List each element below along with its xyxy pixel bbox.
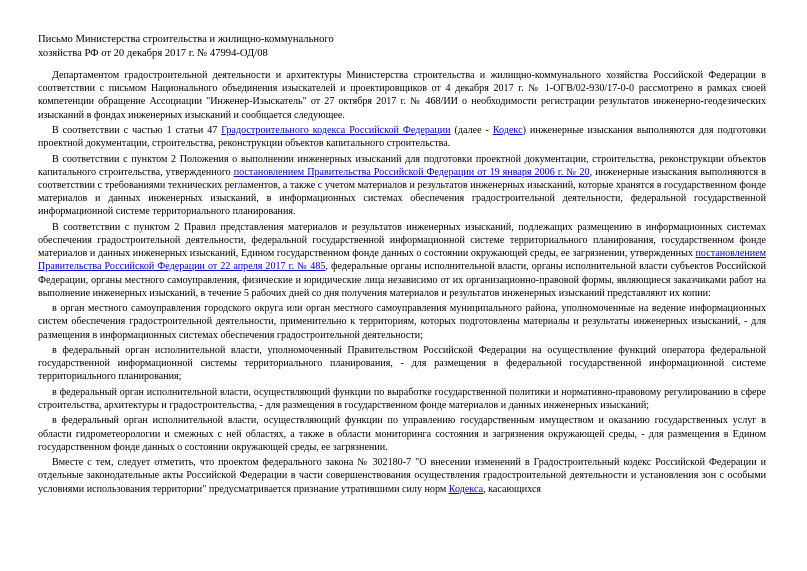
paragraph-2-text-c: ) инженерные изыскания выполняются для подготовки проектной документации, строительства, реконструкции объектов капитального строительства.	[38, 125, 766, 150]
paragraph-2-text-a: В соответствии с частью 1 статьи 47	[52, 125, 222, 136]
paragraph-3	[38, 153, 766, 219]
paragraph-7: в федеральный орган исполнительной власти, осуществляющий функции по выработке государственной политики и нормативно-правовому регулированию в сфере строительства, архитектуры и градостроительства, - для размещения в государственном фонде материалов и данных инженерных изысканий;	[38, 386, 766, 411]
link-gradostroitelny-kodeks[interactable]: Градостроительного кодекса Российской Федерации	[221, 125, 451, 136]
link-postanovlenie-485[interactable]: постановлением Правительства Российской Федерации от 22 апреля 2017 г. № 485	[38, 248, 766, 273]
paragraph-2-text-b: (далее -	[450, 125, 493, 136]
paragraph-9-text-a: Вместе с тем, следует отметить, что проектом федерального закона № 302180-7 "О внесении изменений в Градостроительный кодекс Российской Федерации и отдельные законодательные акты Российской Федерации в части совершенствования осуществления градостроительной деятельности и установления зон с особыми условиями использования территории" предусматривается признание утратившими силу норм	[38, 457, 766, 495]
document-title	[38, 33, 638, 61]
link-postanovlenie-20[interactable]: постановлением Правительства Российской Федерации от 19 января 2006 г. № 20	[233, 166, 590, 178]
link-kodeksa[interactable]: Кодекса	[448, 483, 484, 495]
document-body	[38, 69, 766, 498]
paragraph-8: в федеральный орган исполнительной власти, осуществляющий функции по управлению государственным имуществом и оказанию государственных услуг в области гидрометеорологии и смежных с ней областях, а также в области мониторинга состояния и загрязнения окружающей среды, - для размещения в Едином государственном фонде данных о состоянии окружающей среды, ее загрязнении.	[38, 415, 766, 453]
paragraph-6: в федеральный орган исполнительной власти, уполномоченный Правительством Российской Федерации на осуществление функций оператора федеральной государственной информационной системы территориального планирования, - для размещения в федеральной государственной информационной системе территориального планирования;	[38, 345, 766, 383]
paragraph-4-text-a: В соответствии с пунктом 2 Правил представления материалов и результатов инженерных изысканий, подлежащих размещению в информационных системах обеспечения градостроительной деятельности, федеральной государственной информационной системе территориального планирования, государственном фонде материалов и данных инженерных изысканий, Едином государственном фонде данных о состоянии окружающей среды, ее загрязнении, утвержденных	[38, 221, 766, 260]
paragraph-5: в орган местного самоуправления городского округа или орган местного самоуправления муниципального района, уполномоченные на ведение информационных систем обеспечения градостроительной деятельности, применительно к территориям, которых подготовлены материалы и результаты инженерных изысканий, - для размещения в информационных системах обеспечения градостроительной деятельности;	[38, 303, 766, 341]
title-line-2: хозяйства РФ от 20 декабря 2017 г. № 47994-ОД/08	[38, 48, 268, 59]
paragraph-9-text-b: , касающихся	[483, 483, 542, 495]
paragraph-2	[38, 124, 766, 150]
paragraph-1: Департаментом градостроительной деятельности и архитектуры Министерства строительства и жилищно-коммунального хозяйства Российской Федерации в соответствии с письмом Национального объединения изыскателей и проектировщиков от 4 декабря 2017 г. № 1-ОГВ/02-930/17-0-0 рассмотрено в рамках своей компетенции обращение Ассоциации "Инженер-Изыскатель" от 27 октября 2017 г. № 468/ИИ о необходимости регистрации результатов инженерно-геодезических изысканий в фондах инженерных изысканий и сообщается следующее.	[38, 70, 766, 121]
paragraph-4	[38, 221, 766, 300]
link-kodeks[interactable]: Кодекс	[492, 125, 523, 136]
paragraph-9	[38, 456, 766, 496]
title-line-1: Письмо Министерства строительства и жилищно-коммунального	[38, 34, 334, 45]
paragraph-3-text-b: , инженерные изыскания выполняются в соответствии с требованиями технических регламентов, а также с учетом материалов и результатов инженерных изысканий, которые хранятся в государственном фонде материалов и данных инженерных изысканий, в информационных системах обеспечения градостроительной деятельности, федеральной государственной информационной системе территориального планирования.	[38, 166, 766, 218]
paragraph-4-text-b: , федеральные органы исполнительной власти, органы исполнительной власти субъектов Российской Федерации, органы местного самоуправления, физические и юридические лица независимо от их организационно-правовой формы, являющиеся заказчиками работ на выполнение инженерных изысканий, в течение 5 рабочих дней со дня получения материалов и результатов инженерных изысканий представляют их копии:	[38, 261, 766, 299]
paragraph-3-text-a: В соответствии с пунктом 2 Положения о выполнении инженерных изысканий для подготовки проектной документации, строительства, реконструкции объектов капитального строительства, утвержденного	[38, 153, 766, 178]
